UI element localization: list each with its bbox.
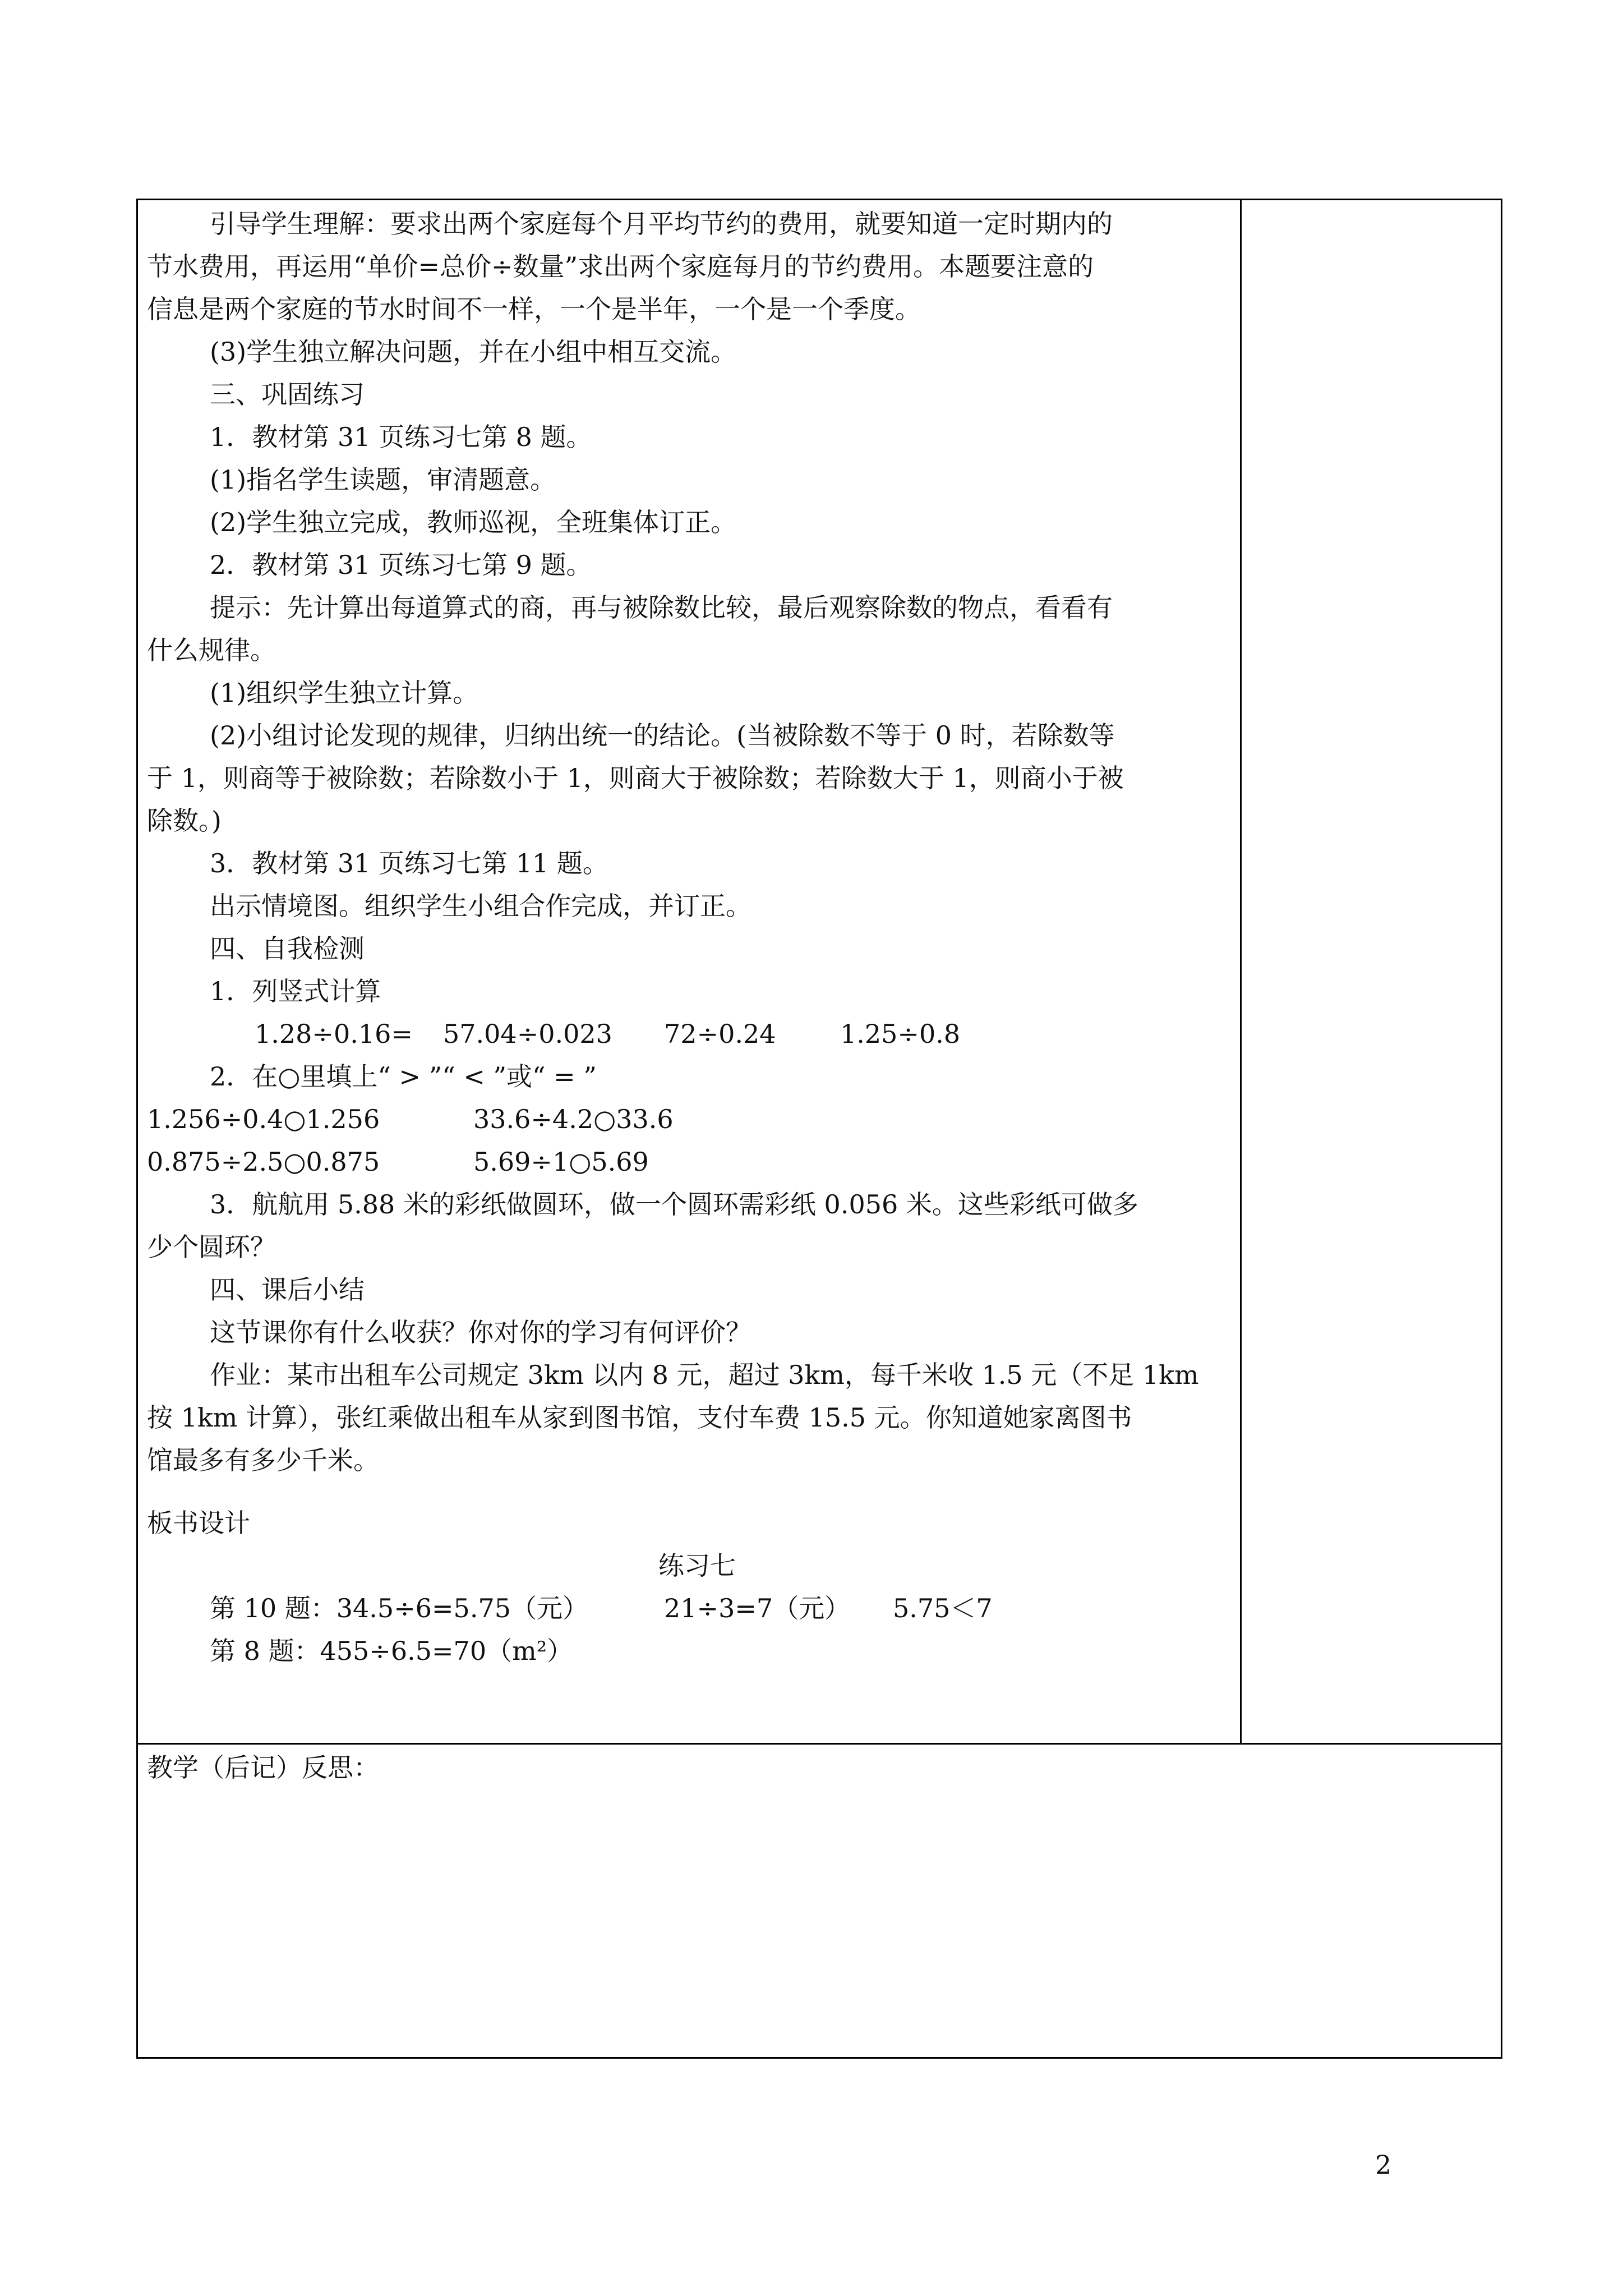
board-line: 第 8 题：455÷6.5=70（m²） [210, 1636, 573, 1666]
calc-item: 1.25÷0.8 [840, 1019, 961, 1049]
text-line: 出示情境图。组织学生小组合作完成，并订正。 [210, 891, 751, 921]
calc-item: 57.04÷0.023 [443, 1019, 612, 1049]
board-item: 5.75＜7 [893, 1593, 993, 1623]
compare-item: 33.6÷4.2○33.6 [473, 1104, 674, 1134]
text-line: 什么规律。 [147, 635, 276, 665]
text-line: 1．教材第 31 页练习七第 8 题。 [210, 422, 592, 452]
text-line: (2)小组讨论发现的规律，归纳出统一的结论。(当被除数不等于 0 时，若除数等 [210, 720, 1115, 751]
text-line: 3．教材第 31 页练习七第 11 题。 [210, 848, 608, 878]
text-line: 信息是两个家庭的节水时间不一样，一个是半年，一个是一个季度。 [147, 294, 921, 324]
compare-item: 0.875÷2.5○0.875 [147, 1147, 380, 1177]
compare-item: 1.256÷0.4○1.256 [147, 1104, 380, 1134]
text-line: (3)学生独立解决问题，并在小组中相互交流。 [210, 337, 737, 367]
text-line: (1)指名学生读题，审清题意。 [210, 464, 556, 495]
section-heading: 三、巩固练习 [210, 379, 365, 409]
page-number: 2 [1375, 2150, 1392, 2180]
column-divider [1240, 200, 1242, 1743]
text-line: 2．在○里填上“ > ”“ < ”或“ = ” [210, 1061, 597, 1092]
text-line: 馆最多有多少千米。 [147, 1445, 379, 1475]
text-line: 作业：某市出租车公司规定 3km 以内 8 元，超过 3km，每千米收 1.5 元（不足 1km [210, 1360, 1199, 1390]
row-divider [138, 1743, 1501, 1745]
board-line: 第 10 题：34.5÷6=5.75（元） [210, 1593, 588, 1623]
board-design-heading: 板书设计 [147, 1508, 250, 1538]
section-heading: 四、自我检测 [210, 933, 365, 964]
board-title: 练习七 [658, 1550, 736, 1581]
text-line: 少个圆环？ [147, 1232, 276, 1262]
section-heading: 四、课后小结 [210, 1274, 365, 1305]
text-line: 2．教材第 31 页练习七第 9 题。 [210, 550, 592, 580]
reflection-label: 教学（后记）反思： [147, 1752, 379, 1783]
text-line: 引导学生理解：要求出两个家庭每个月平均节约的费用，就要知道一定时期内的 [210, 209, 1113, 239]
text-line: 3．航航用 5.88 米的彩纸做圆环，做一个圆环需彩纸 0.056 米。这些彩纸可做多 [210, 1189, 1138, 1220]
text-line: 按 1km 计算），张红乘做出租车从家到图书馆，支付车费 15.5 元。你知道她家离图书 [147, 1402, 1132, 1433]
text-line: 于 1，则商等于被除数；若除数小于 1，则商大于被除数；若除数大于 1，则商小于被 [147, 763, 1124, 793]
board-item: 21÷3=7（元） [664, 1593, 851, 1623]
compare-item: 5.69÷1○5.69 [473, 1147, 649, 1177]
text-line: 这节课你有什么收获？你对你的学习有何评价？ [210, 1317, 751, 1347]
text-line: (2)学生独立完成，教师巡视，全班集体订正。 [210, 507, 737, 537]
calc-item: 1.28÷0.16= [255, 1019, 413, 1049]
text-line: 提示：先计算出每道算式的商，再与被除数比较，最后观察除数的物点，看看有 [210, 592, 1113, 623]
lesson-table [136, 199, 1502, 2059]
calc-item: 72÷0.24 [664, 1019, 776, 1049]
text-line: 1．列竖式计算 [210, 976, 381, 1006]
text-line: (1)组织学生独立计算。 [210, 678, 479, 708]
text-line: 节水费用，再运用“单价=总价÷数量”求出两个家庭每月的节约费用。本题要注意的 [147, 251, 1094, 282]
text-line: 除数。) [147, 806, 222, 836]
